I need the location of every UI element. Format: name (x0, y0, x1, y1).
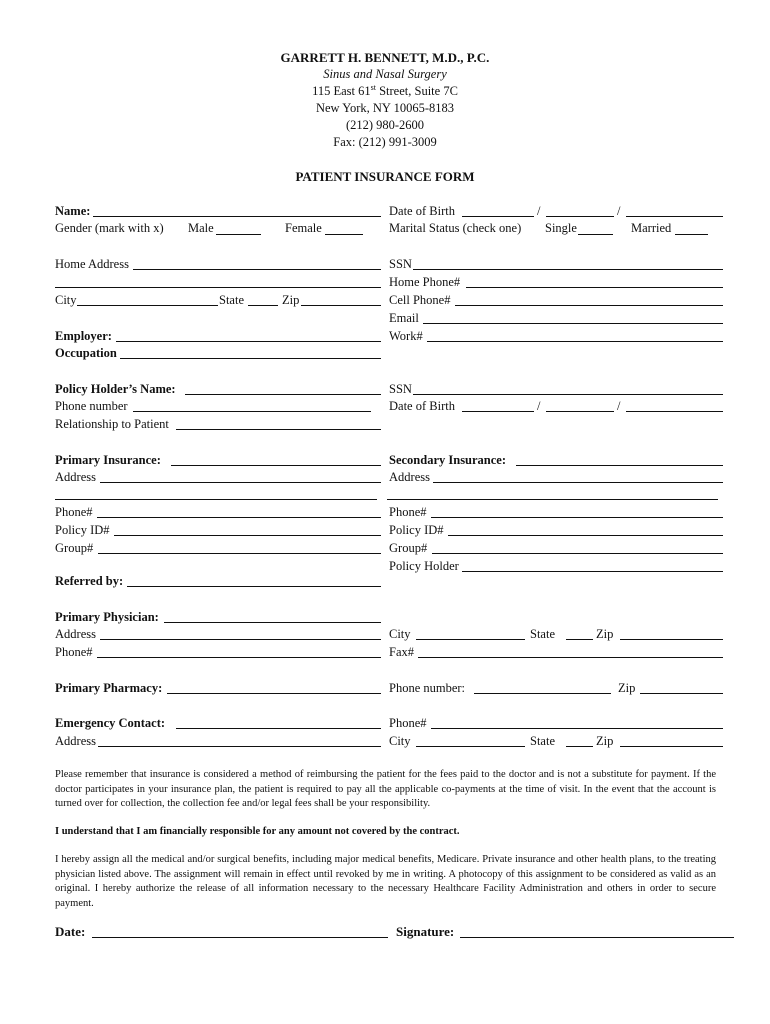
practice-name: GARRETT H. BENNETT, M.D., P.C. (280, 50, 490, 65)
si-policy-id-field[interactable] (448, 535, 723, 536)
pi-address-label: Address (55, 470, 96, 484)
pi-phone-field[interactable] (97, 517, 381, 518)
home-address-label: Home Address (55, 257, 129, 271)
employer-label: Employer: (55, 329, 112, 343)
name-field[interactable] (93, 216, 381, 217)
female-label: Female (285, 221, 322, 235)
dob-month-field[interactable] (462, 216, 534, 217)
work-label: Work# (389, 329, 423, 343)
si-policy-id-label: Policy ID# (389, 523, 444, 537)
phys-phone-label: Phone# (55, 645, 93, 659)
primary-physician-field[interactable] (164, 622, 381, 623)
si-address-label: Address (389, 470, 430, 484)
home-address-field-2[interactable] (55, 287, 381, 288)
ec-zip-field[interactable] (620, 746, 723, 747)
primary-insurance-label: Primary Insurance: (55, 453, 161, 467)
phys-fax-field[interactable] (418, 657, 723, 658)
male-field[interactable] (216, 234, 261, 235)
ec-phone-label: Phone# (389, 716, 427, 730)
phys-address-label: Address (55, 627, 96, 641)
work-field[interactable] (427, 341, 723, 342)
single-field[interactable] (578, 234, 613, 235)
si-address-field[interactable] (433, 482, 723, 483)
pi-address-field[interactable] (100, 482, 381, 483)
pi-group-label: Group# (55, 541, 94, 555)
zip-field[interactable] (301, 305, 381, 306)
practice-specialty: Sinus and Nasal Surgery (323, 67, 447, 81)
male-label: Male (188, 221, 214, 235)
insurance-note: Please remember that insurance is considered a method of reimbursing the patient for the fees paid to the doctor and is not a substitute for payment. If the doctor participates in your insurance plan, the patient is required to pay all the applicable co-payments at the time of visit. In the event that the account is turned over for collection, the collection fee and/or legal fees shall be your responsibility. (55, 769, 716, 809)
cell-phone-label: Cell Phone# (389, 293, 451, 307)
phys-address-field[interactable] (100, 639, 381, 640)
form-title: PATIENT INSURANCE FORM (295, 169, 475, 184)
phys-fax-label: Fax# (389, 645, 414, 659)
signature-label: Signature: (396, 924, 455, 939)
employer-field[interactable] (116, 341, 381, 342)
ph-phone-field[interactable] (133, 411, 371, 412)
secondary-insurance-label: Secondary Insurance: (389, 453, 507, 467)
dob-sep: / (537, 204, 541, 218)
cell-phone-field[interactable] (455, 305, 723, 306)
practice-phone: (212) 980-2600 (345, 118, 425, 132)
phys-state-label: State (530, 627, 555, 641)
assignment-statement: I hereby assign all the medical and/or surgical benefits, including major medical benefits, Medicare. Private insurance and other health plans, to the treating physician listed above. The assignment will remain in effect until revoked by me in writing. A photocopy of this assignment to be considered as valid as an original. I hereby authorize the release of all information necessary to the necessary Healthcare Facility Administration and others in order to secure payment. (55, 854, 716, 909)
pharm-zip-field[interactable] (640, 693, 723, 694)
dob-sep: / (617, 399, 621, 413)
primary-pharmacy-field[interactable] (167, 693, 381, 694)
pi-policy-id-label: Policy ID# (55, 523, 110, 537)
home-phone-label: Home Phone# (389, 275, 461, 289)
ph-dob-year-field[interactable] (626, 411, 723, 412)
si-phone-field[interactable] (431, 517, 723, 518)
referred-by-label: Referred by: (55, 574, 124, 588)
dob-sep: / (537, 399, 541, 413)
ph-phone-label: Phone number (55, 399, 128, 413)
state-label: State (219, 293, 244, 307)
dob-day-field[interactable] (546, 216, 614, 217)
dob-label: Date of Birth (389, 204, 455, 218)
pi-policy-id-field[interactable] (114, 535, 381, 536)
policy-holder-name-field[interactable] (185, 394, 381, 395)
single-label: Single (545, 221, 577, 235)
ec-city-label: City (389, 734, 411, 748)
emergency-contact-label: Emergency Contact: (55, 716, 166, 730)
si-group-label: Group# (389, 541, 428, 555)
city-label: City (55, 293, 77, 307)
female-field[interactable] (325, 234, 363, 235)
emergency-contact-field[interactable] (176, 728, 381, 729)
phys-city-label: City (389, 627, 411, 641)
practice-fax: Fax: (212) 991-3009 (333, 135, 437, 149)
ssn-field[interactable] (413, 269, 723, 270)
date-field[interactable] (92, 937, 388, 938)
ph-dob-month-field[interactable] (462, 411, 534, 412)
practice-address: 115 East 61st Street, Suite 7C (312, 82, 458, 98)
si-policy-holder-field[interactable] (462, 571, 723, 572)
policy-holder-name-label: Policy Holder’s Name: (55, 382, 176, 396)
ph-ssn-label: SSN (389, 382, 412, 396)
name-label: Name: (55, 204, 91, 218)
relationship-field[interactable] (176, 429, 381, 430)
si-group-field[interactable] (432, 553, 723, 554)
signature-field[interactable] (460, 937, 734, 938)
marital-label: Marital Status (check one) (389, 221, 522, 235)
occupation-label: Occupation (55, 346, 117, 360)
phys-zip-label: Zip (596, 627, 614, 641)
dob-year-field[interactable] (626, 216, 723, 217)
responsibility-statement: I understand that I am financially responsible for any amount not covered by the contract. (55, 826, 460, 837)
phys-city-field[interactable] (416, 639, 525, 640)
ec-address-label: Address (55, 734, 96, 748)
dob-sep: / (617, 204, 621, 218)
primary-pharmacy-label: Primary Pharmacy: (55, 681, 163, 695)
married-field[interactable] (675, 234, 708, 235)
occupation-field[interactable] (120, 358, 381, 359)
primary-physician-label: Primary Physician: (55, 610, 159, 624)
pharm-phone-field[interactable] (474, 693, 611, 694)
secondary-insurance-field[interactable] (516, 465, 723, 466)
si-phone-label: Phone# (389, 505, 427, 519)
phys-zip-field[interactable] (620, 639, 723, 640)
relationship-label: Relationship to Patient (55, 417, 169, 431)
home-phone-field[interactable] (466, 287, 723, 288)
ec-state-label: State (530, 734, 555, 748)
city-field[interactable] (77, 305, 218, 306)
gender-label: Gender (mark with x) (55, 221, 164, 235)
ph-ssn-field[interactable] (413, 394, 723, 395)
pharm-zip-label: Zip (618, 681, 636, 695)
si-policy-holder-label: Policy Holder (389, 559, 459, 573)
si-address-field-2[interactable] (387, 499, 718, 500)
date-label: Date: (55, 924, 86, 939)
primary-insurance-field[interactable] (171, 465, 381, 466)
ec-state-field[interactable] (566, 746, 593, 747)
pi-address-field-2[interactable] (55, 499, 377, 500)
phys-phone-field[interactable] (97, 657, 381, 658)
pi-group-field[interactable] (98, 553, 381, 554)
ec-address-field[interactable] (98, 746, 381, 747)
ec-zip-label: Zip (596, 734, 614, 748)
home-address-field[interactable] (133, 269, 381, 270)
email-field[interactable] (423, 323, 723, 324)
ec-phone-field[interactable] (431, 728, 723, 729)
ph-dob-label: Date of Birth (389, 399, 455, 413)
ssn-label: SSN (389, 257, 412, 271)
state-field[interactable] (248, 305, 278, 306)
pi-phone-label: Phone# (55, 505, 93, 519)
pharm-phone-label: Phone number: (389, 681, 466, 695)
zip-label: Zip (282, 293, 300, 307)
email-label: Email (389, 311, 419, 325)
ph-dob-day-field[interactable] (546, 411, 614, 412)
referred-by-field[interactable] (127, 586, 381, 587)
married-label: Married (631, 221, 672, 235)
ec-city-field[interactable] (416, 746, 525, 747)
phys-state-field[interactable] (566, 639, 593, 640)
practice-city: New York, NY 10065-8183 (315, 101, 455, 115)
